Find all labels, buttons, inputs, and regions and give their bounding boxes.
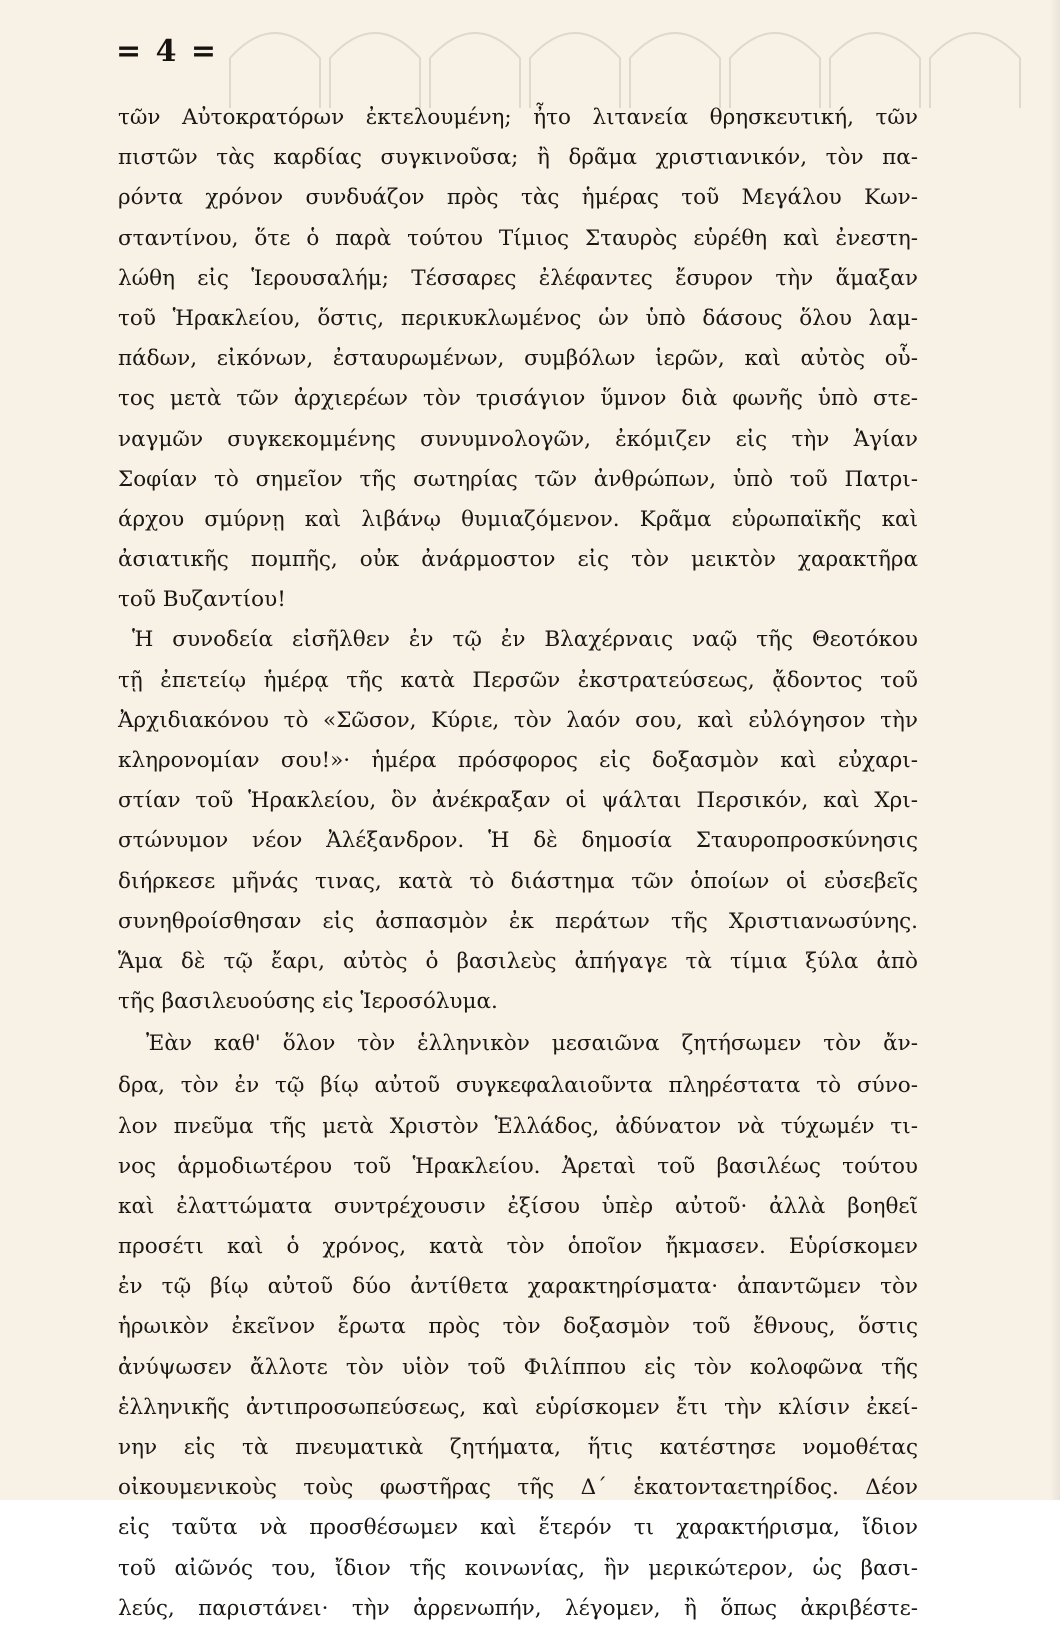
text-line: πάδων, εἰκόνων, ἐσταυρωμένων, συμβόλων ἱερῶν, καὶ αὐτὸς οὗ- — [118, 346, 918, 372]
paragraph-start-line: Ἐὰν καθ' ὅλον τὸν ἑλληνικὸν μεσαιῶνα ζητήσωμεν τὸν ἄν- — [146, 1031, 918, 1057]
page-edge-shadow — [1050, 0, 1060, 1500]
text-line: τοῦ Ἡρακλείου, ὅστις, περικυκλωμένος ὡν ὑπὸ δάσους ὅλου λαμ- — [118, 305, 918, 331]
text-line: ἑλληνικῆς ἀντιπροσωπεύσεως, καὶ εὑρίσκομεν ἔτι τὴν κλίσιν ἐκεί- — [118, 1394, 918, 1420]
text-line: τοῦ αἰῶνός του, ἴδιον τῆς κοινωνίας, ἣν μερικώτερον, ὡς βασι- — [118, 1555, 918, 1581]
text-line: στίαν τοῦ Ἡρακλείου, ὃν ἀνέκραξαν οἱ ψάλται Περσικόν, καὶ Χρι- — [118, 788, 918, 814]
text-line: ρόντα χρόνον συνδυάζον πρὸς τὰς ἡμέρας τοῦ Μεγάλου Κων- — [118, 185, 918, 211]
text-line: προσέτι καὶ ὁ χρόνος, κατὰ τὸν ὁποῖον ἤκμασεν. Εὑρίσκομεν — [118, 1234, 918, 1260]
text-line: νην εἰς τὰ πνευματικὰ ζητήματα, ἥτις κατέστησε νομοθέτας — [118, 1435, 918, 1460]
text-line: τῇ ἐπετείῳ ἡμέρᾳ τῆς κατὰ Περσῶν ἐκστρατεύσεως, ᾄδοντος τοῦ — [118, 667, 918, 693]
text-line: εἰς ταῦτα νὰ προσθέσωμεν καὶ ἕτερόν τι χαρακτήρισμα, ἴδιον — [118, 1515, 918, 1541]
text-line: νος ἁρμοδιωτέρου τοῦ Ἡρακλείου. Ἀρεταὶ τοῦ βασιλέως τούτου — [118, 1153, 918, 1179]
text-line: στώνυμον νέον Ἀλέξανδρον. Ἡ δὲ δημοσία Σταυροπροσκύνησις — [118, 828, 918, 854]
text-line: σταντίνου, ὅτε ὁ παρὰ τούτου Τίμιος Σταυρὸς εὑρέθη καὶ ἐνεστη- — [118, 225, 918, 251]
text-line: ἡρωικὸν ἐκεῖνον ἔρωτα πρὸς τὸν δοξασμὸν τοῦ ἔθνους, ὅστις — [118, 1314, 918, 1340]
text-line: τοῦ Βυζαντίου! — [118, 587, 286, 613]
text-line: δρα, τὸν ἐν τῷ βίῳ αὐτοῦ συγκεφαλαιοῦντα πληρέστατα τὸ σύνο- — [118, 1073, 918, 1099]
text-line: Ἅμα δὲ τῷ ἔαρι, αὐτὸς ὁ βασιλεὺς ἀπήγαγε τὰ τίμια ξύλα ἀπὸ — [118, 948, 918, 974]
text-line: Ἀρχιδιακόνου τὸ «Σῶσον, Κύριε, τὸν λαόν σου, καὶ εὐλόγησον τὴν — [118, 707, 918, 733]
text-line: λώθη εἰς Ἱερουσαλήμ; Τέσσαρες ἐλέφαντες ἔσυρον τὴν ἅμαξαν — [118, 265, 918, 291]
show-through-ornament — [230, 18, 1050, 108]
text-line: ναγμῶν συγκεκομμένης συνυμνολογῶν, ἐκόμιζεν εἰς τὴν Ἁγίαν — [118, 426, 918, 452]
page-number: = 4 = — [116, 34, 219, 69]
text-line: λεύς, παριστάνει· τὴν ἀρρενωπήν, λέγομεν, ἢ ὅπως ἀκριβέστε- — [118, 1595, 918, 1621]
body-text — [118, 98, 918, 1629]
text-line: τος μετὰ τῶν ἀρχιερέων τὸν τρισάγιον ὕμνον διὰ φωνῆς ὑπὸ στε- — [118, 386, 918, 412]
paragraph-start-line: Ἡ συνοδεία εἰσῆλθεν ἐν τῷ ἐν Βλαχέρναις ναῷ τῆς Θεοτόκου — [132, 627, 918, 653]
text-line: άρχου σμύρνῃ καὶ λιβάνῳ θυμιαζόμενον. Κρᾶμα εὐρωπαϊκῆς καὶ — [118, 506, 918, 532]
text-line: διήρκεσε μῆνάς τινας, κατὰ τὸ διάστημα τῶν ὁποίων οἱ εὐσεβεῖς — [118, 868, 918, 894]
text-line: πιστῶν τὰς καρδίας συγκινοῦσα; ἢ δρᾶμα χριστιανικόν, τὸν πα- — [118, 145, 918, 171]
text-line: ἀνύψωσεν ἄλλοτε τὸν υἱὸν τοῦ Φιλίππου εἰς τὸν κολοφῶνα τῆς — [118, 1354, 918, 1380]
text-line: ἐν τῷ βίῳ αὐτοῦ δύο ἀντίθετα χαρακτηρίσματα· ἀπαντῶμεν τὸν — [118, 1274, 918, 1300]
text-line: λον πνεῦμα τῆς μετὰ Χριστὸν Ἑλλάδος, ἀδύνατον νὰ τύχωμέν τι- — [118, 1113, 918, 1139]
text-line: τῆς βασιλευούσης εἰς Ἱεροσόλυμα. — [118, 989, 498, 1015]
text-line: τῶν Αὐτοκρατόρων ἐκτελουμένη; ἦτο λιτανεία θρησκευτική, τῶν — [118, 105, 918, 130]
text-line: οἰκουμενικοὺς τοὺς φωστῆρας τῆς Δ΄ ἑκατονταετηρίδος. Δέον — [118, 1475, 918, 1501]
text-line: ἀσιατικῆς πομπῆς, οὐκ ἀνάρμοστον εἰς τὸν μεικτὸν χαρακτῆρα — [118, 547, 918, 573]
text-line: κληρονομίαν σου!»· ἡμέρα πρόσφορος εἰς δοξασμὸν καὶ εὐχαρι- — [118, 748, 918, 773]
text-line: συνηθροίσθησαν εἰς ἀσπασμὸν ἐκ περάτων τῆς Χριστιανωσύνης. — [118, 908, 918, 934]
text-line: Σοφίαν τὸ σημεῖον τῆς σωτηρίας τῶν ἀνθρώπων, ὑπὸ τοῦ Πατρι- — [118, 466, 918, 492]
text-line: καὶ ἐλαττώματα συντρέχουσιν ἐξίσου ὑπὲρ αὐτοῦ· ἀλλὰ βοηθεῖ — [118, 1193, 918, 1219]
